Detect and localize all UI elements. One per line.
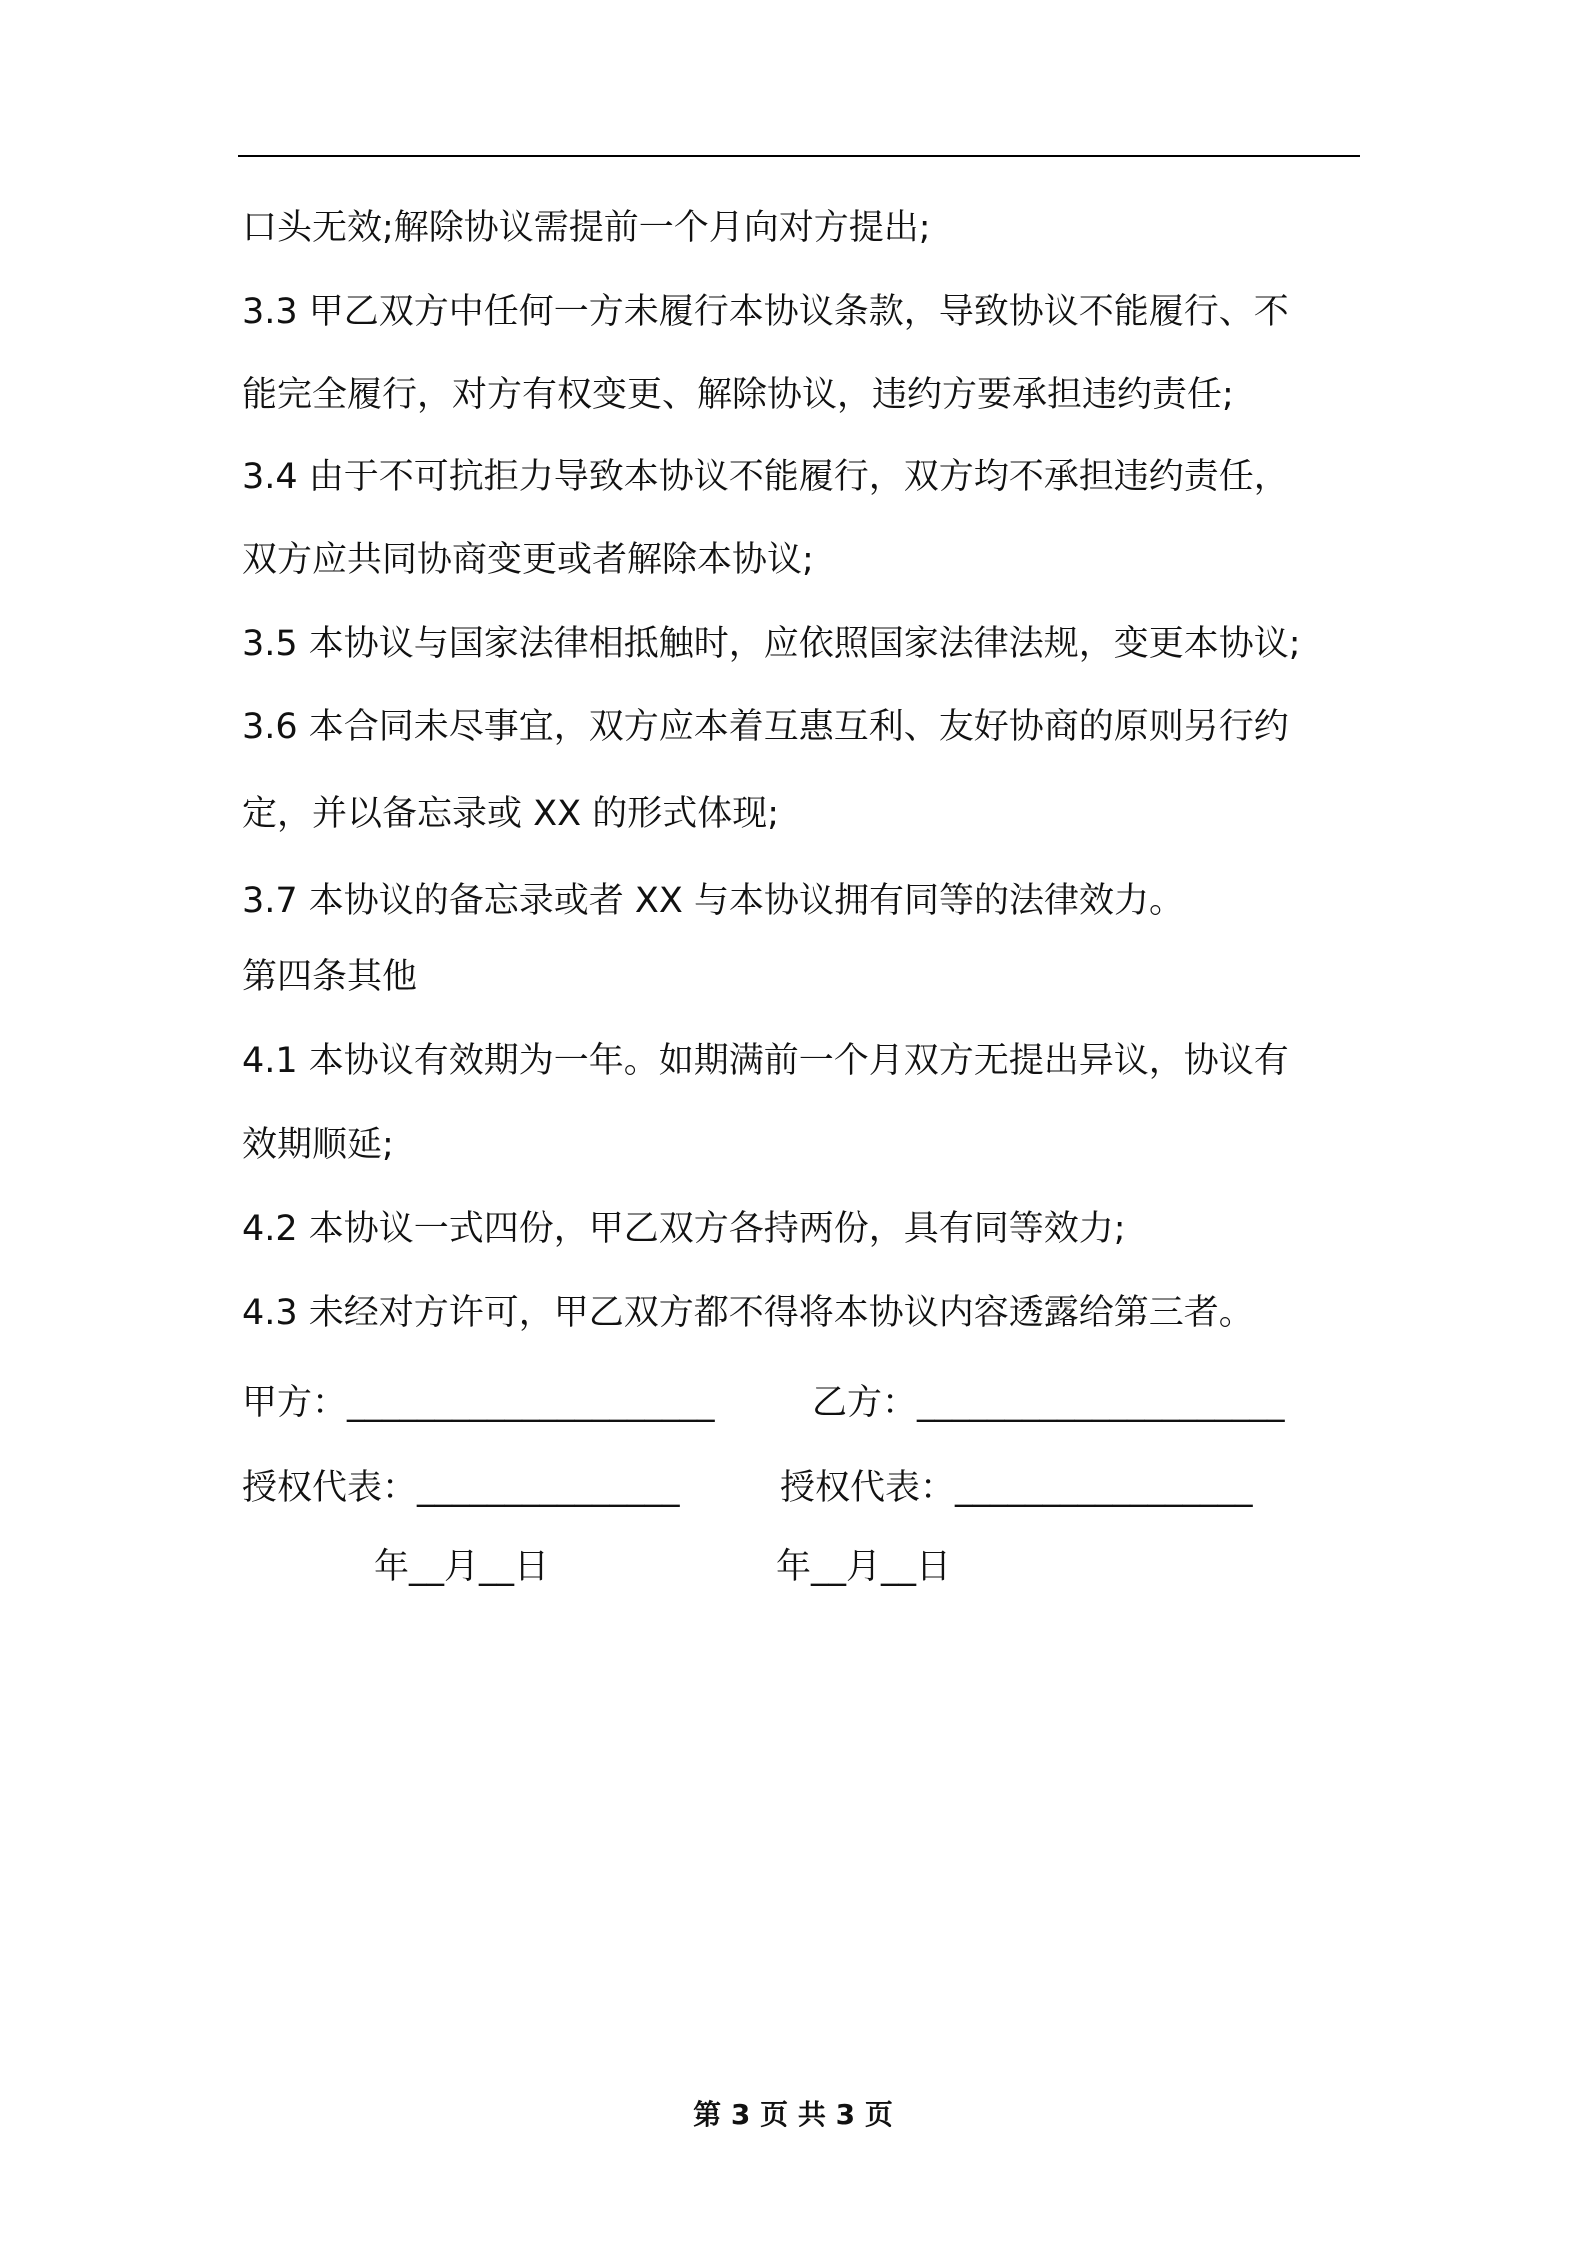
body-line: 4.1 本协议有效期为一年。如期满前一个月双方无提出异议，协议有 [242,1041,1289,1081]
body-line: 定，并以备忘录或 XX 的形式体现; [242,794,779,834]
rep-a-signature-line: 授权代表：_______________ [242,1468,680,1508]
body-line: 3.5 本协议与国家法律相抵触时，应依照国家法律法规，变更本协议; [242,624,1301,664]
party-a-signature-line: 甲方：_____________________ [242,1383,715,1423]
body-line: 口头无效;解除协议需提前一个月向对方提出; [242,208,931,248]
body-line: 4.2 本协议一式四份，甲乙双方各持两份，具有同等效力; [242,1209,1126,1249]
body-line: 3.3 甲乙双方中任何一方未履行本协议条款，导致协议不能履行、不 [242,292,1289,332]
body-line: 3.7 本协议的备忘录或者 XX 与本协议拥有同等的法律效力。 [242,881,1184,921]
body-line: 4.3 未经对方许可，甲乙双方都不得将本协议内容透露给第三者。 [242,1293,1254,1333]
date-b-line: 年__月__日 [776,1547,952,1587]
party-b-signature-line: 乙方：_____________________ [812,1383,1285,1423]
body-line: 效期顺延; [242,1125,394,1165]
section-heading: 第四条其他 [242,957,418,997]
header-rule [238,155,1360,157]
body-line: 3.4 由于不可抗拒力导致本协议不能履行，双方均不承担违约责任， [242,457,1289,497]
body-line: 双方应共同协商变更或者解除本协议; [242,540,814,580]
body-line: 3.6 本合同未尽事宜，双方应本着互惠互利、友好协商的原则另行约 [242,707,1289,747]
date-a-line: 年__月__日 [374,1547,550,1587]
body-line: 能完全履行，对方有权变更、解除协议，违约方要承担违约责任; [242,375,1234,415]
rep-b-signature-line: 授权代表：_________________ [780,1468,1253,1508]
page-number-footer: 第 3 页 共 3 页 [693,2098,893,2131]
